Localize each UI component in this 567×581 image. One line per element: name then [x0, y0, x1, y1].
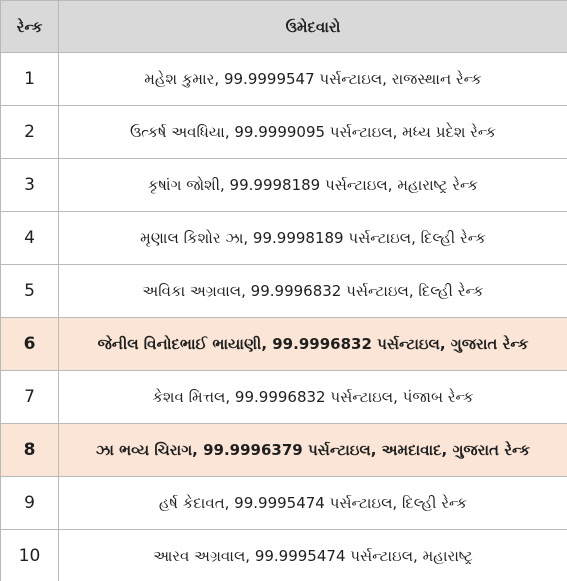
rank-cell: 2	[1, 106, 59, 159]
candidate-cell: જેનીલ વિનોદભાઈ ભાયાણી, 99.9996832 પર્સન્ટાઇલ, ગુજરાત રેન્ક	[59, 318, 567, 371]
table-row	[1, 424, 567, 477]
rank-cell: 5	[1, 265, 59, 318]
rank-cell: 3	[1, 159, 59, 212]
candidate-cell: ઝા ભવ્ય ચિરાગ, 99.9996379 પર્સન્ટાઇલ, અમદાવાદ, ગુજરાત રેન્ક	[59, 424, 567, 477]
table-row	[1, 212, 567, 265]
table-row	[1, 53, 567, 106]
rank-cell: 10	[1, 530, 59, 581]
rank-cell: 4	[1, 212, 59, 265]
candidates-column-header: ઉમેદવારો	[59, 1, 567, 53]
rank-cell: 1	[1, 53, 59, 106]
table-body	[1, 53, 567, 581]
table-row	[1, 106, 567, 159]
candidate-cell: મહેશ કુમાર, 99.9999547 પર્સન્ટાઇલ, રાજસ્થાન રેન્ક	[59, 53, 567, 106]
rank-column-header: રેન્ક	[1, 1, 59, 53]
rank-cell: 7	[1, 371, 59, 424]
candidate-cell: ઉત્કર્ષ અવધિયા, 99.9999095 પર્સન્ટાઇલ, મધ્ય પ્રદેશ રેન્ક	[59, 106, 567, 159]
rank-cell: 9	[1, 477, 59, 530]
candidate-cell: હર્ષ કેદાવત, 99.9995474 પર્સન્ટાઇલ, દિલ્હી રેન્ક	[59, 477, 567, 530]
candidate-cell: આરવ અગ્રવાલ, 99.9995474 પર્સન્ટાઇલ, મહારાષ્ટ્ર	[59, 530, 567, 581]
table-row	[1, 530, 567, 581]
table-header-row	[1, 1, 567, 53]
rank-cell: 6	[1, 318, 59, 371]
table-row	[1, 318, 567, 371]
candidate-cell: અવિકા અગ્રવાલ, 99.9996832 પર્સન્ટાઇલ, દિલ્હી રેન્ક	[59, 265, 567, 318]
candidate-cell: કેશવ મિત્તલ, 99.9996832 પર્સન્ટાઇલ, પંજાબ રેન્ક	[59, 371, 567, 424]
table-row	[1, 371, 567, 424]
table-row	[1, 477, 567, 530]
table-row	[1, 265, 567, 318]
candidate-cell: કૃષાંગ જોશી, 99.9998189 પર્સન્ટાઇલ, મહારાષ્ટ્ર રેન્ક	[59, 159, 567, 212]
table-row	[1, 159, 567, 212]
candidate-cell: મૃણાલ કિશોર ઝા, 99.9998189 પર્સન્ટાઇલ, દિલ્હી રેન્ક	[59, 212, 567, 265]
rank-cell: 8	[1, 424, 59, 477]
